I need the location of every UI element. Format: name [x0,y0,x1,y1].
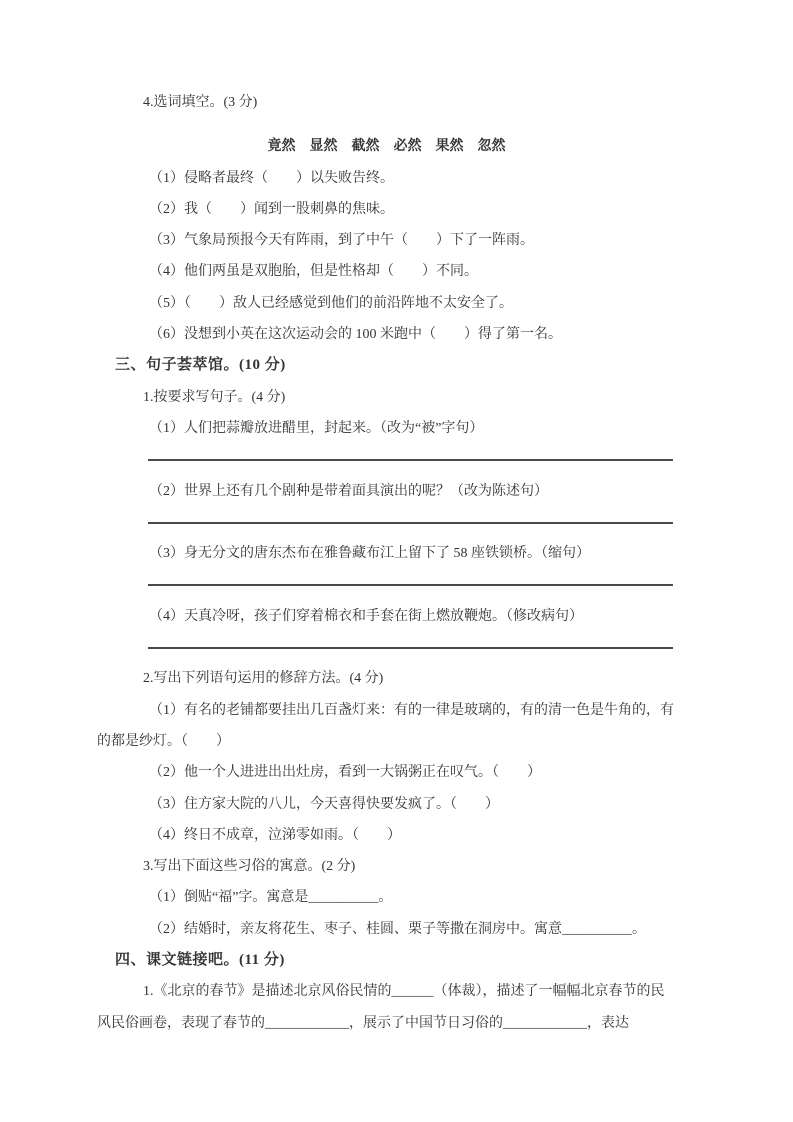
question-item-line: （4）天真冷呀，孩子们穿着棉衣和手套在街上燃放鞭炮。（修改病句） [149,608,583,624]
sub-question-line: 2.写出下列语句运用的修辞方法。(4 分) [143,671,384,687]
question-wrap-line: 风民俗画卷，表现了春节的____________，展示了中国节日习俗的____________，表达 [97,1015,629,1031]
question-wrap-line: 的都是纱灯。（ ） [97,733,230,749]
question-item-line: （2）结婚时，亲友将花生、枣子、桂圆、栗子等撒在洞房中。寓意__________。 [149,921,646,937]
question-item-line: （3）气象局预报今天有阵雨，到了中午（ ）下了一阵雨。 [149,233,534,249]
answer-rule [148,459,673,461]
answer-line [97,632,676,663]
question-item-line: （5）（ ）敌人已经感觉到他们的前沿阵地不太安全了。 [149,295,513,311]
word-bank-word: 显然 [309,139,338,155]
question-item-line: （1）侵略者最终（ ）以失败告终。 [149,170,394,186]
question-item-line: （1）人们把蒜瓣放进醋里，封起来。（改为“被”字句） [149,420,484,436]
question-item-line: （4）终日不成章，泣涕零如雨。（ ） [149,827,401,843]
sub-question-line: 3.写出下面这些习俗的寓意。(2 分) [143,859,356,875]
worksheet-body [97,87,676,1039]
question-item-line: （1）有名的老铺都要挂出几百盏灯来：有的一律是玻璃的，有的清一色是牛角的，有 [149,702,674,718]
question-item-line: （6）没想到小英在这次运动会的 100 米跑中（ ）得了第一名。 [149,327,562,343]
sub-question-line: 1.按要求写句子。(4 分) [143,389,286,405]
section-heading: 四、课文链接吧。(11 分) [115,952,285,969]
word-bank [97,131,676,162]
answer-rule [148,584,673,586]
question-item-line: （1）倒贴“福”字。寓意是__________。 [149,890,393,906]
answer-rule [148,647,673,649]
question-item-line: （2）我（ ）闻到一股刺鼻的焦味。 [149,201,394,217]
answer-line [97,444,676,475]
word-bank-word: 竟然 [267,139,296,155]
sub-question-line: 4.选词填空。(3 分) [143,95,258,110]
question-item-line: （2）他一个人进进出出灶房，看到一大锅粥正在叹气。（ ） [149,765,541,781]
word-bank-word: 必然 [393,139,422,155]
question-item-line: （2）世界上还有几个剧种是带着面具演出的呢？（改为陈述句） [149,483,548,499]
answer-rule [148,522,673,524]
sub-question-line: 1.《北京的春节》是描述北京风俗民情的______（体裁），描述了一幅幅北京春节的民 [143,984,665,1000]
question-item-line: （4）他们两虽是双胞胎，但是性格却（ ）不同。 [149,264,478,280]
word-bank-word: 忽然 [477,139,506,155]
section-heading: 三、句子荟萃馆。(10 分) [115,357,286,374]
question-item-line: （3）身无分文的唐东杰布在雅鲁藏布江上留下了 58 座铁锁桥。（缩句） [149,546,590,562]
question-item-line: （3）住方家大院的八儿，今天喜得快要发疯了。（ ） [149,796,499,812]
word-bank-word: 果然 [435,139,464,155]
answer-line [97,507,676,538]
answer-line [97,569,676,600]
word-bank-word: 截然 [351,139,380,155]
